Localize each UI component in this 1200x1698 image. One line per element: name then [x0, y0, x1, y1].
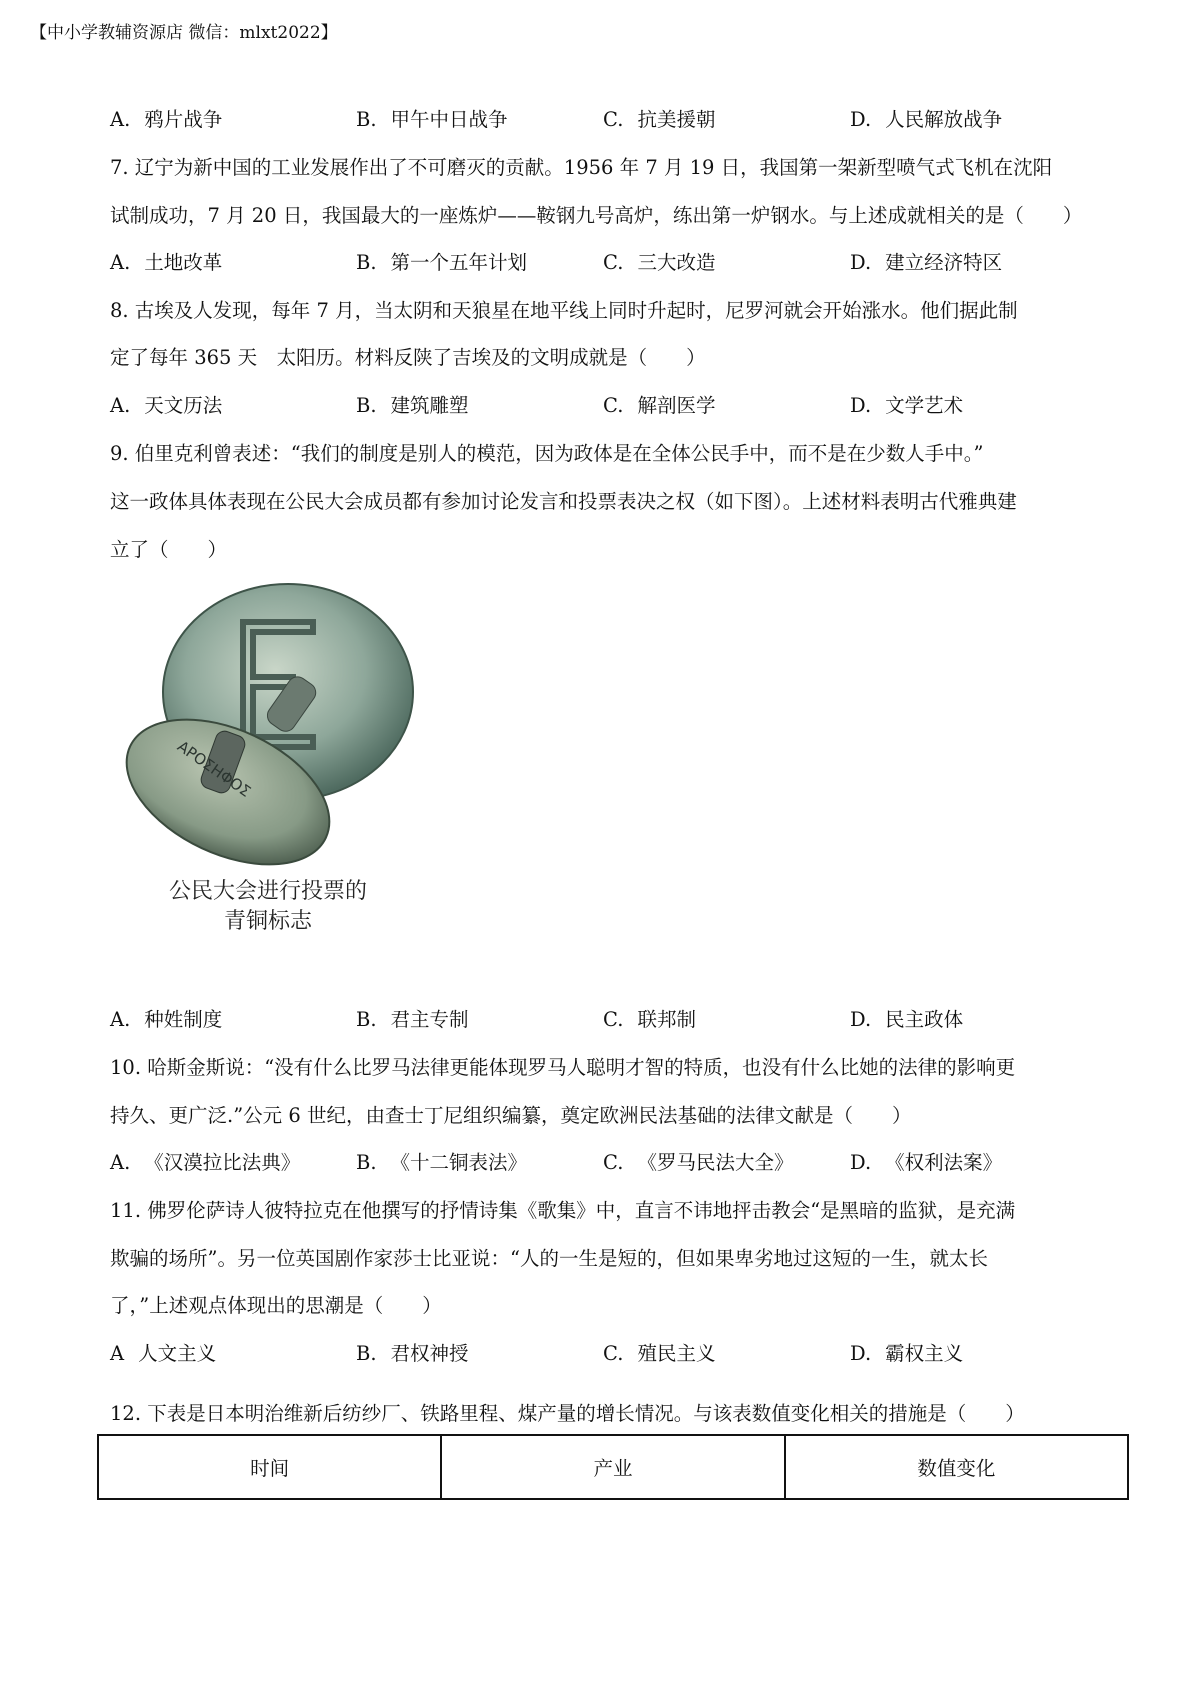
option-letter: C. — [603, 394, 624, 417]
option-letter: B. — [356, 1008, 377, 1031]
q7-stem-line-2: 试制成功，7 月 20 日，我国最大的一座炼炉——鞍钢九号高炉，练出第一炉钢水。与上述成就相关的是（ ） — [110, 204, 1083, 227]
q11-option-b — [356, 1338, 469, 1366]
q11-option-c — [603, 1338, 715, 1366]
table-header-row — [98, 1435, 1128, 1499]
option-letter: C. — [603, 1008, 624, 1031]
option-text: 第一个五年计划 — [390, 251, 528, 274]
q9-option-c — [603, 1004, 696, 1032]
table-header-cell: 时间 — [98, 1435, 441, 1499]
q9-stem-line-3: 立了（ ） — [110, 538, 228, 561]
option-letter: B. — [356, 1151, 377, 1174]
option-text: 人文主义 — [138, 1342, 217, 1365]
option-letter: B. — [356, 1342, 377, 1365]
q9-option-a — [110, 1004, 222, 1032]
option-letter: C. — [603, 1151, 624, 1174]
bronze-voting-token-figure — [118, 582, 418, 932]
option-text: 人民解放战争 — [885, 108, 1003, 131]
option-text: 《汉漠拉比法典》 — [144, 1151, 301, 1174]
q8-option-c — [603, 390, 715, 418]
q12-stem-line: 12. 下表是日本明治维新后纺纱厂、铁路里程、煤产量的增长情况。与该表数值变化相关的措施是（ ） — [110, 1402, 1025, 1425]
q10-stem-line-2: 持久、更广泛.”公元 6 世纪，由查士丁尼组织编纂，奠定欧洲民法基础的法律文献是（ ） — [110, 1104, 912, 1127]
disc-inscription: ΑΡΟΣΗΦΟΣ — [174, 737, 255, 801]
q11-option-d — [850, 1338, 963, 1366]
q11-option-a — [110, 1338, 216, 1366]
bronze-voting-token-image — [118, 582, 418, 872]
q10-option-c — [603, 1147, 793, 1175]
q7-stem-line-1: 7. 辽宁为新中国的工业发展作出了不可磨灭的贡献。1956 年 7 月 19 日，我国第一架新型喷气式飞机在沈阳 — [110, 156, 1053, 179]
table-header-cell: 数值变化 — [785, 1435, 1128, 1499]
option-letter: D. — [850, 394, 872, 417]
option-letter: A. — [110, 394, 131, 417]
q9-option-d — [850, 1004, 963, 1032]
option-text: 霸权主义 — [885, 1342, 964, 1365]
option-text: 鸦片战争 — [144, 108, 223, 131]
option-text: 君主专制 — [390, 1008, 469, 1031]
q10-stem-line-1: 10. 哈斯金斯说：“没有什么比罗马法律更能体现罗马人聪明才智的特质，也没有什么比她的法律的影响更 — [110, 1056, 1016, 1079]
q6-option-c — [603, 104, 715, 132]
q11-stem-line-2: 欺骗的场所”。另一位英国剧作家莎士比亚说：“人的一生是短的，但如果卑劣地过这短的一生，就太长 — [110, 1247, 988, 1270]
option-letter: A. — [110, 251, 131, 274]
q10-option-a — [110, 1147, 300, 1175]
option-text: 甲午中日战争 — [390, 108, 508, 131]
option-letter: D. — [850, 1008, 872, 1031]
option-text: 土地改革 — [144, 251, 223, 274]
option-letter: D. — [850, 1151, 872, 1174]
option-letter: C. — [603, 1342, 624, 1365]
resource-header: 【中小学教辅资源店 微信：mlxt2022】 — [30, 23, 338, 43]
q8-option-d — [850, 390, 963, 418]
q10-option-d — [850, 1147, 1002, 1175]
option-letter: A. — [110, 1151, 131, 1174]
option-letter: B. — [356, 394, 377, 417]
q11-stem-line-1: 11. 佛罗伦萨诗人彼特拉克在他撰写的抒情诗集《歌集》中，直言不讳地抨击教会“是黑暗的监狱，是充满 — [110, 1199, 1016, 1222]
option-text: 建立经济特区 — [885, 251, 1003, 274]
option-text: 种姓制度 — [144, 1008, 223, 1031]
option-letter: B. — [356, 108, 377, 131]
option-letter: D. — [850, 108, 872, 131]
option-text: 《罗马民法大全》 — [637, 1151, 794, 1174]
option-text: 君权神授 — [390, 1342, 469, 1365]
q7-option-a — [110, 247, 222, 275]
option-text: 《十二铜表法》 — [390, 1151, 528, 1174]
q9-stem-line-1: 9. 伯里克利曾表述：“我们的制度是别人的模范，因为政体是在全体公民手中，而不是在少数人手中。” — [110, 442, 984, 465]
option-text: 《权利法案》 — [885, 1151, 1003, 1174]
q8-stem-line-1: 8. 古埃及人发现，每年 7 月，当太阴和天狼星在地平线上同时升起时，尼罗河就会开始涨水。他们据此制 — [110, 299, 1018, 322]
option-text: 建筑雕塑 — [390, 394, 469, 417]
q9-option-b — [356, 1004, 469, 1032]
option-text: 解剖医学 — [637, 394, 716, 417]
table-header-cell: 产业 — [441, 1435, 784, 1499]
option-text: 民主政体 — [885, 1008, 964, 1031]
q7-option-b — [356, 247, 527, 275]
q9-stem-line-2: 这一政体具体表现在公民大会成员都有参加讨论发言和投票表决之权（如下图）。上述材料表明古代雅典建 — [110, 490, 1017, 513]
option-letter: C. — [603, 108, 624, 131]
option-letter: D. — [850, 1342, 872, 1365]
option-letter: A. — [110, 1008, 131, 1031]
q8-option-a — [110, 390, 222, 418]
q7-option-c — [603, 247, 715, 275]
q12-table — [97, 1434, 1129, 1500]
option-text: 联邦制 — [637, 1008, 696, 1031]
option-letter: A. — [110, 108, 131, 131]
option-letter: B. — [356, 251, 377, 274]
figure-caption-line-1: 公民大会进行投票的 — [168, 879, 367, 904]
option-text: 三大改造 — [637, 251, 716, 274]
q8-stem-line-2: 定了每年 365 天 太阳历。材料反陕了吉埃及的文明成就是（ ） — [110, 346, 706, 369]
q10-option-b — [356, 1147, 527, 1175]
option-letter: A — [110, 1342, 125, 1365]
q8-option-b — [356, 390, 469, 418]
option-letter: D. — [850, 251, 872, 274]
option-text: 天文历法 — [144, 394, 223, 417]
q7-option-d — [850, 247, 1002, 275]
q6-option-d — [850, 104, 1002, 132]
q11-stem-line-3: 了，”上述观点体现出的思潮是（ ） — [110, 1294, 442, 1317]
option-text: 殖民主义 — [637, 1342, 716, 1365]
option-text: 抗美援朝 — [637, 108, 716, 131]
q6-option-a — [110, 104, 222, 132]
option-text: 文学艺术 — [885, 394, 964, 417]
q6-option-b — [356, 104, 508, 132]
option-letter: C. — [603, 251, 624, 274]
figure-caption-line-2: 青铜标志 — [223, 909, 312, 934]
